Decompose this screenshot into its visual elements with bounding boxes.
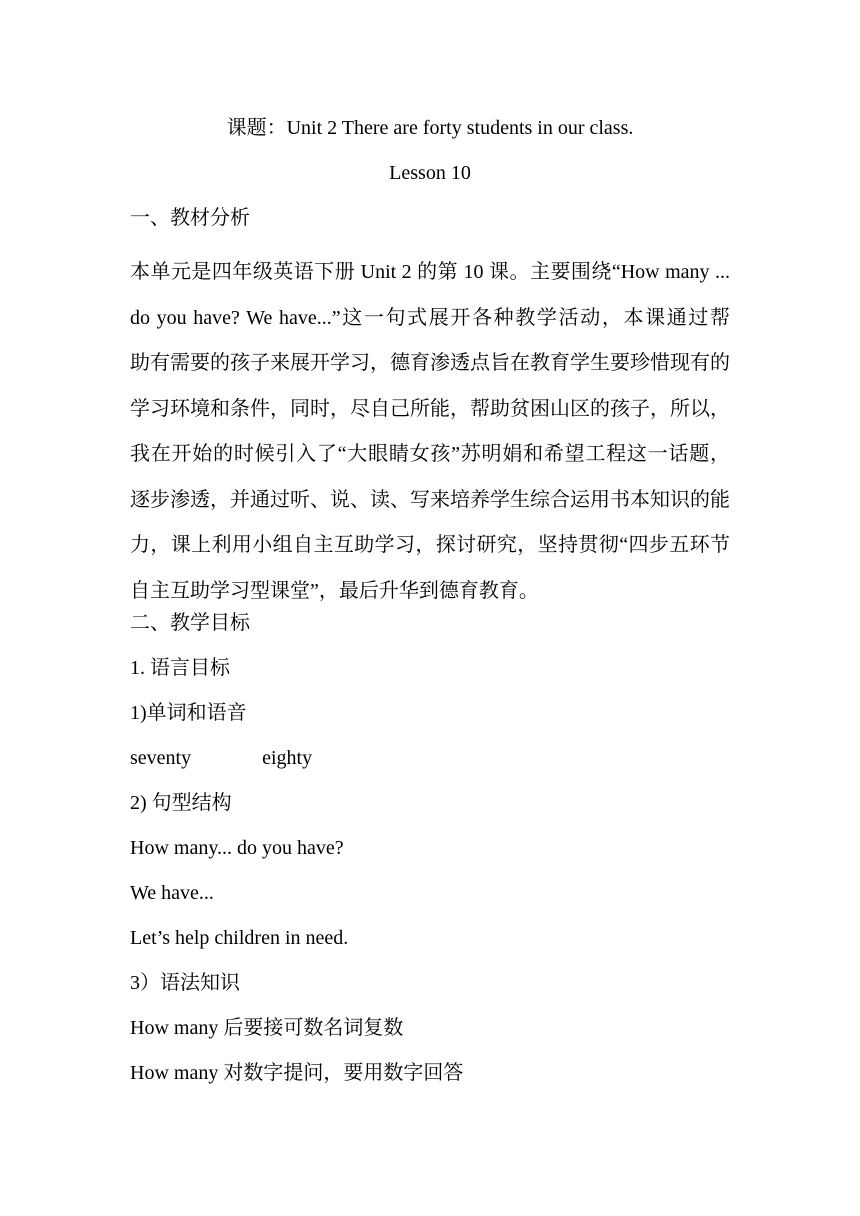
paragraph-line: 自主互助学习型课堂”，最后升华到德育教育。 bbox=[130, 579, 539, 602]
paragraph-line: 逐步渗透，并通过听、说、读、写来培养学生综合运用书本知识的能 bbox=[130, 488, 730, 511]
item-words-phonics: 1)单词和语音 bbox=[130, 702, 247, 724]
paragraph-line: 我在开始的时候引入了“大眼睛女孩”苏明娟和希望工程这一话题， bbox=[130, 443, 730, 465]
item-sentence-structure: 2) 句型结构 bbox=[130, 792, 232, 814]
grammar-point: How many 后要接可数名词复数 bbox=[130, 1017, 404, 1039]
item-grammar: 3）语法知识 bbox=[130, 972, 240, 994]
vocab-word: seventy bbox=[130, 747, 192, 769]
paragraph-line: 学习环境和条件，同时，尽自己所能，帮助贫困山区的孩子，所以， bbox=[130, 397, 730, 420]
paragraph-line: do you have? We have...”这一句式展开各种教学活动，本课通过帮 bbox=[130, 306, 730, 329]
grammar-point: How many 对数字提问，要用数字回答 bbox=[130, 1062, 464, 1084]
paragraph-line: 本单元是四年级英语下册 Unit 2 的第 10 课。主要围绕“How many ... bbox=[130, 261, 730, 283]
section-heading-objectives: 二、教学目标 bbox=[130, 612, 250, 634]
sentence-pattern: Let’s help children in need. bbox=[130, 927, 349, 949]
lesson-title: 课题：Unit 2 There are forty students in our class. bbox=[226, 117, 634, 139]
analysis-paragraph bbox=[130, 250, 730, 614]
sentence-pattern: How many... do you have? bbox=[130, 837, 344, 859]
lesson-subtitle: Lesson 10 bbox=[389, 162, 471, 184]
section-heading-analysis: 一、教材分析 bbox=[130, 207, 250, 229]
sentence-pattern: We have... bbox=[130, 882, 214, 904]
vocabulary-row bbox=[130, 746, 730, 770]
paragraph-line: 助有需要的孩子来展开学习，德育渗透点旨在教育学生要珍惜现有的 bbox=[130, 352, 730, 374]
paragraph-line: 力，课上利用小组自主互助学习，探讨研究，坚持贯彻“四步五环节 bbox=[130, 534, 730, 556]
vocab-word: eighty bbox=[262, 747, 313, 769]
sub-heading-language-goals: 1. 语言目标 bbox=[130, 657, 230, 679]
